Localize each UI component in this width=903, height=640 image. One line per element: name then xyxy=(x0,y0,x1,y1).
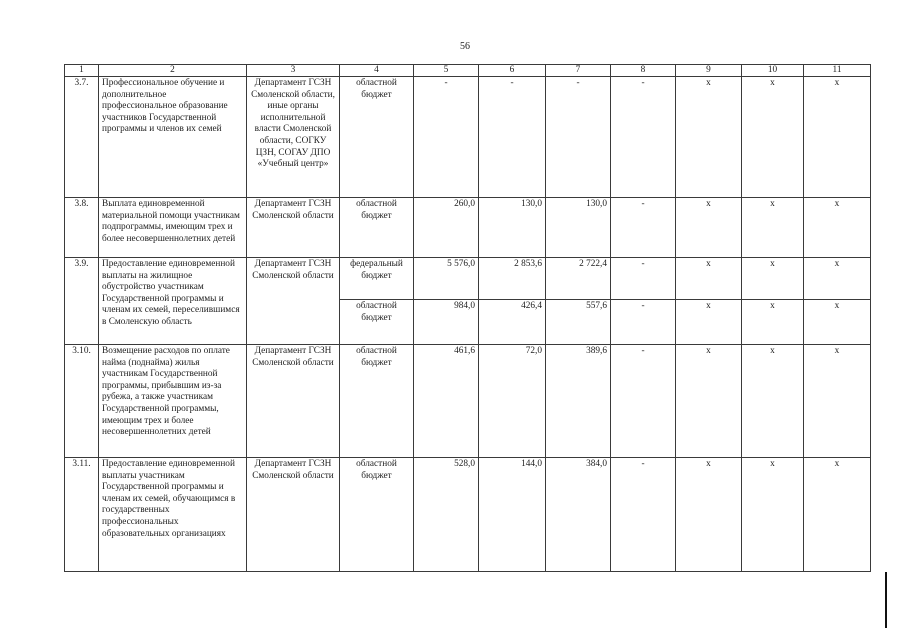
value-col10: х xyxy=(742,258,804,300)
column-number: 5 xyxy=(414,65,479,77)
value-col11: х xyxy=(804,258,871,300)
funding-source: областной бюджет xyxy=(340,77,414,198)
value-col7: - xyxy=(546,77,611,198)
value-col5: - xyxy=(414,77,479,198)
value-col6: 72,0 xyxy=(479,345,546,458)
column-number: 3 xyxy=(247,65,340,77)
value-col9: х xyxy=(676,258,742,300)
value-col5: 461,6 xyxy=(414,345,479,458)
value-col8: - xyxy=(611,300,676,345)
value-col8: - xyxy=(611,458,676,572)
value-col7: 389,6 xyxy=(546,345,611,458)
row-number: 3.10. xyxy=(65,345,99,458)
value-col11: х xyxy=(804,345,871,458)
funding-source: областной бюджет xyxy=(340,300,414,345)
column-number: 9 xyxy=(676,65,742,77)
value-col11: х xyxy=(804,77,871,198)
page-number: 56 xyxy=(460,41,470,52)
table-row xyxy=(65,345,871,458)
value-col7: 557,6 xyxy=(546,300,611,345)
value-col8: - xyxy=(611,345,676,458)
value-col6: 130,0 xyxy=(479,198,546,258)
value-col11: х xyxy=(804,198,871,258)
value-col9: х xyxy=(676,198,742,258)
activity-name: Профессиональное обучение и дополнительное профессиональное образование участников Государственной программы и членов их семей xyxy=(99,77,247,198)
value-col10: х xyxy=(742,77,804,198)
funding-source: областной бюджет xyxy=(340,458,414,572)
value-col6: 2 853,6 xyxy=(479,258,546,300)
table-row xyxy=(65,77,871,198)
funding-source: областной бюджет xyxy=(340,198,414,258)
value-col7: 384,0 xyxy=(546,458,611,572)
activity-name: Выплата единовременной материальной помощи участникам подпрограммы, имеющим трех и более несовершеннолетних детей xyxy=(99,198,247,258)
value-col7: 2 722,4 xyxy=(546,258,611,300)
executor: Департамент ГСЗН Смоленской области xyxy=(247,345,340,458)
executor: Департамент ГСЗН Смоленской области, иные органы исполнительной власти Смоленской области, СОГКУ ЦЗН, СОГАУ ДПО «Учебный центр» xyxy=(247,77,340,198)
table-row xyxy=(65,258,871,300)
value-col5: 260,0 xyxy=(414,198,479,258)
row-number: 3.7. xyxy=(65,77,99,198)
column-number: 10 xyxy=(742,65,804,77)
row-number: 3.9. xyxy=(65,258,99,345)
executor: Департамент ГСЗН Смоленской области xyxy=(247,458,340,572)
column-number: 8 xyxy=(611,65,676,77)
column-number: 6 xyxy=(479,65,546,77)
value-col10: х xyxy=(742,458,804,572)
value-col8: - xyxy=(611,258,676,300)
value-col6: 426,4 xyxy=(479,300,546,345)
table-row xyxy=(65,458,871,572)
value-col8: - xyxy=(611,77,676,198)
activity-name: Предоставление единовременной выплаты участникам Государственной программы и членам их семей, обучающимся в государственных профессиональных образовательных организациях xyxy=(99,458,247,572)
column-number: 1 xyxy=(65,65,99,77)
value-col9: х xyxy=(676,300,742,345)
value-col9: х xyxy=(676,77,742,198)
value-col6: - xyxy=(479,77,546,198)
value-col8: - xyxy=(611,198,676,258)
value-col9: х xyxy=(676,458,742,572)
value-col10: х xyxy=(742,345,804,458)
value-col5: 5 576,0 xyxy=(414,258,479,300)
value-col11: х xyxy=(804,458,871,572)
value-col9: х xyxy=(676,345,742,458)
table-row xyxy=(65,198,871,258)
value-col10: х xyxy=(742,198,804,258)
row-number: 3.11. xyxy=(65,458,99,572)
program-activities-table xyxy=(64,64,871,572)
scan-edge-mark xyxy=(885,572,887,628)
funding-source: областной бюджет xyxy=(340,345,414,458)
column-number-row xyxy=(65,65,871,77)
column-number: 2 xyxy=(99,65,247,77)
funding-source: федеральный бюджет xyxy=(340,258,414,300)
row-number: 3.8. xyxy=(65,198,99,258)
column-number: 11 xyxy=(804,65,871,77)
value-col5: 984,0 xyxy=(414,300,479,345)
executor: Департамент ГСЗН Смоленской области xyxy=(247,198,340,258)
activity-name: Предоставление единовременной выплаты на жилищное обустройство участникам Государственной программы и членам их семей, переселившимся в Смоленскую область xyxy=(99,258,247,345)
executor: Департамент ГСЗН Смоленской области xyxy=(247,258,340,345)
activity-name: Возмещение расходов по оплате найма (поднайма) жилья участникам Государственной программы, прибывшим из-за рубежа, а также участникам Государственной программы, имеющим трех и более несовершеннолетних детей xyxy=(99,345,247,458)
column-number: 7 xyxy=(546,65,611,77)
value-col10: х xyxy=(742,300,804,345)
value-col5: 528,0 xyxy=(414,458,479,572)
value-col11: х xyxy=(804,300,871,345)
value-col6: 144,0 xyxy=(479,458,546,572)
value-col7: 130,0 xyxy=(546,198,611,258)
column-number: 4 xyxy=(340,65,414,77)
